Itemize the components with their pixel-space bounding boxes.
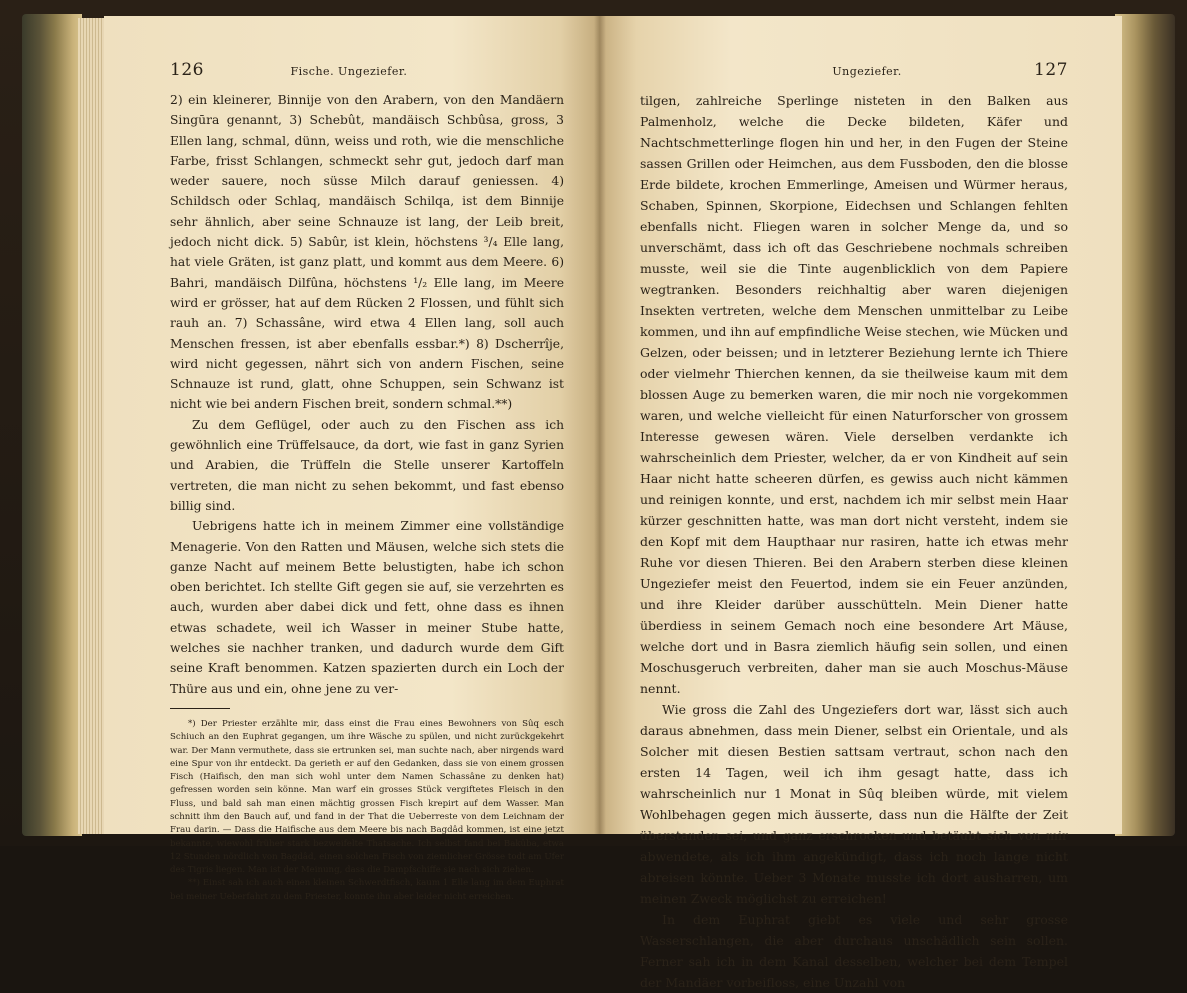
book-gutter [594,16,606,834]
footnotes [170,718,564,904]
left-running-head [170,60,564,88]
right-paragraph-1: tilgen, zahlreiche Sperlinge nisteten in den Balken aus Palmenholz, welche die Decke bildeten, Käfer und Nachtschmetterlinge flogen hin und her, in den Fugen der Steine sassen Grillen oder Heimchen, aus dem Fussboden, den die blosse Erde bildete, krochen Emmerlinge, Ameisen und Würmer heraus, Schaben, Spinnen, Skorpione, Eidechsen und Schlangen fehlten ebenfalls nicht. Fliegen waren in solcher Menge da, und so unverschämt, dass ich oft das Geschriebene nochmals schreiben musste, weil sie die Tinte augenblicklich von dem Papiere wegtranken. Besonders reichhaltig aber waren diejenigen Insekten vertreten, welche dem Menschen unmittelbar zu Leibe kommen, und ihn auf empfindliche Weise stechen, wie Mücken und Gelzen, oder beissen; und in letzterer Beziehung lernte ich Thiere oder vielmehr Thierchen kennen, da sie theilweise kaum mit dem blossen Auge zu bemerken waren, die mir noch nie vorgekommen waren, und welche vielleicht für einen Naturforscher von grossem Interesse gewesen wären. Viele derselben verdankte ich wahrscheinlich dem Priester, welcher, da er von Kindheit auf sein Haar nicht hatte scheeren dürfen, es gewiss auch nicht kämmen und reinigen konnte, und erst, nachdem ich mir selbst mein Haar kürzer geschnitten hatte, was man dort nicht versteht, indem sie den Kopf mit dem Haupthaar nur rasiren, hatte ich etwas mehr Ruhe vor diesen Thieren. Bei den Arabern sterben diese kleinen Ungeziefer meist den Feuertod, indem sie ein Feuer anzünden, und ihre Kleider darüber ausschütteln. Mein Diener hatte überdiess in seinem Gemach noch eine besondere Art Mäuse, welche dort und in Basra ziemlich häufig sein sollen, und einen Moschusgeruch verbreiten, daher man sie auch Moschus-Mäuse nennt. [640,93,1068,696]
right-body-text [640,90,1068,993]
footnote-2: **) Einst sah ich auch einen kleinen Schwerdtfisch, kaum 1 Elle lang im dem Euphrat bei meiner Ueberfahrt zu dem Priester, konnte ihn aber leider nicht erreichen. [170,878,564,902]
right-page [600,16,1122,990]
right-paragraph-2: Wie gross die Zahl des Ungeziefers dort war, lässt sich auch daraus abnehmen, dass mein Diener, selbst ein Orientale, und als Solcher mit diesen Bestien sattsam vertraut, schon nach den ersten 14 Tagen, weil ich ihm gesagt hatte, dass ich wahrscheinlich nur 1 Monat in Sûq bleiben würde, mit vielem Wohlbehagen gegen mich äusserte, dass nun die Hälfte der Zeit überstanden sei, und ganz erschrocken und betäubt sich von mir abwendete, als ich ihm angekündigt, dass ich noch lange nicht abreisen könnte. Ueber 3 Monate musste ich dort ausharren, um meinen Zweck möglichst zu erreichen! [640,702,1068,906]
left-page [104,16,600,902]
footnote-1: *) Der Priester erzählte mir, dass einst die Frau eines Bewohners von Sûq esch Schiuch an den Euphrat gegangen, um ihre Wäsche zu spülen, und nicht zurückgekehrt war. Der Mann vermuthete, dass sie ertrunken sei, man suchte nach, aber nirgends ward eine Spur von ihr entdeckt. Da gerieth er auf den Gedanken, dass sie von einem grossen Fisch (Haifisch, den man sich wohl unter dem Namen Schassâne zu denken hat) gefressen worden sein könne. Man warf ein grosses Stück vergiftetes Fleisch in den Fluss, und bald sah man einen mächtig grossen Fisch krepirt auf dem Wasser. Man schnitt ihm den Bauch auf, und fand in der That die Ueberreste von dem Leichnam der Frau darin. — Dass die Haifische aus dem Meere bis nach Bagdâd kommen, ist eine jetzt bekannte, wiewohl früher stark bezweifelte Thatsache. Ich selbst fand bei Bakûba, etwa 12 Stunden nördlich von Bagdâd, einen solchen Fisch von ziemlicher Grösse todt am Ufer des Tigris liegen. Man ist der Meinung, dass die Dampfschiffe sie nach sich ziehen. [170,718,564,876]
book-cover-right [1115,14,1175,836]
left-paragraph-3: Uebrigens hatte ich in meinem Zimmer eine vollständige Menagerie. Von den Ratten und Mäusen, welche sich stets die ganze Nacht auf meinem Bette belustigten, habe ich schon oben berichtet. Ich stellte Gift gegen sie auf, sie verzehrten es auch, wurden aber dabei dick und fett, ohne dass es ihnen etwas schadete, weil ich Wasser in meiner Stube hatte, welches sie nachher tranken, und dadurch wurde dem Gift seine Kraft benommen. Katzen spazierten durch ein Loch der Thüre aus und ein, ohne jene zu ver- [170,519,564,696]
right-paragraph-3: In dem Euphrat giebt es viele und sehr grosse Wasserschlangen, die aber durchaus unschädlich sein sollen. Ferner sah ich in dem Kanal desselben, welcher bei dem Tempel der Mandäer vorbeifloss, eine Unzahl von [640,912,1068,990]
left-paragraph-2: Zu dem Geflügel, oder auch zu den Fischen ass ich gewöhnlich eine Trüffelsauce, da dort, wie fast in ganz Syrien und Arabien, die Trüffeln die Stelle unserer Kartoffeln vertreten, die man nicht zu sehen bekommt, und fast ebenso billig sind. [170,417,564,513]
left-running-title: Fische. Ungeziefer. [290,65,408,78]
left-body-text [170,90,564,699]
left-paragraph-1: 2) ein kleinerer, Binnije von den Arabern, von den Mandäern Singūra genannt, 3) Schebût, mandäisch Schbûsa, gross, 3 Ellen lang, schmal, dünn, weiss und roth, wie die menschliche Farbe, frisst Schlangen, schmeckt sehr gut, jedoch darf man weder sauere, noch süsse Milch darauf geniessen. 4) Schildsch oder Schlaq, mandäisch Schilqa, ist dem Binnije sehr ähnlich, aber seine Schnauze ist lang, der Leib breit, jedoch nicht dick. 5) Sabûr, ist klein, höchstens ³/₄ Elle lang, hat viele Gräten, ist ganz platt, und kommt aus dem Meere. 6) Bahri, mandäisch Dilfûna, höchstens ¹/₂ Elle lang, im Meere wird er grösser, hat auf dem Rücken 2 Flossen, und fühlt sich rauh an. 7) Schassâne, wird etwa 4 Ellen lang, soll auch Menschen fressen, ist aber ebenfalls essbar.*) 8) Dscherrîje, wird nicht gegessen, nährt sich von andern Fischen, seine Schnauze ist rund, glatt, ohne Schuppen, sein Schwanz ist nicht wie bei andern Fischen breit, sondern schmal.**) [170,93,564,412]
right-page-number: 127 [1034,60,1068,80]
left-page-number: 126 [170,60,204,80]
right-running-title: Ungeziefer. [832,65,902,78]
right-running-head [640,60,1068,88]
footnote-rule [170,708,230,709]
book-cover-left [22,14,82,836]
